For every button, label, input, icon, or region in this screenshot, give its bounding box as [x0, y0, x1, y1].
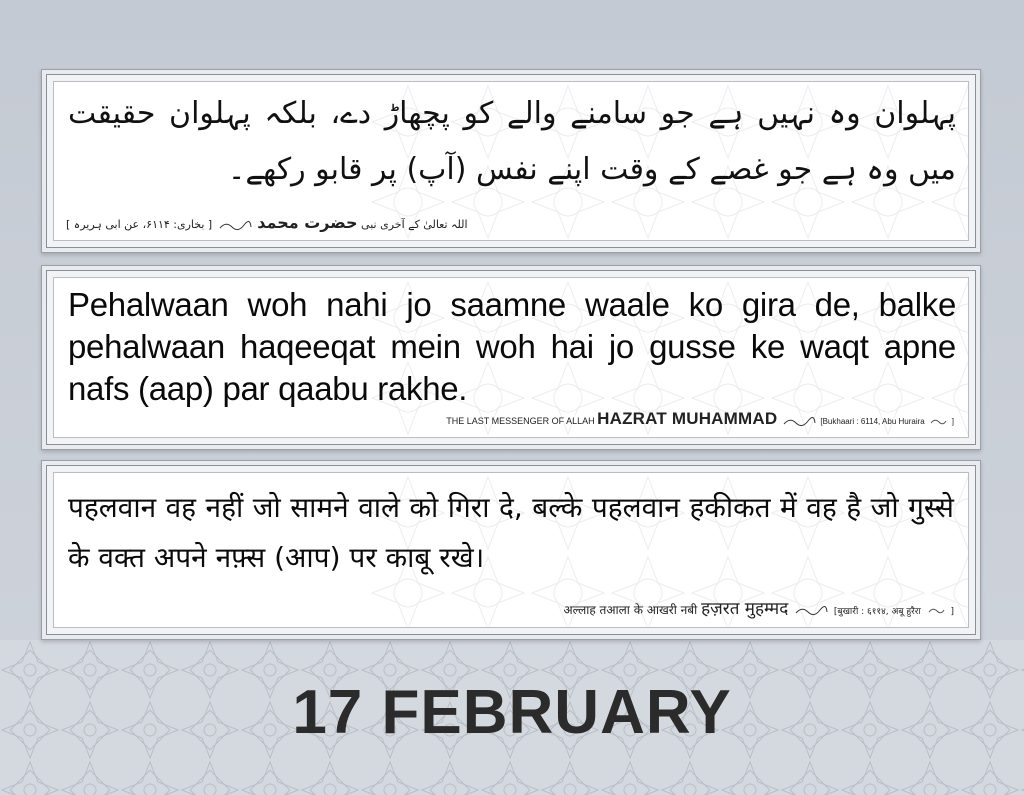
roman-attribution-reference: [Bukhaari : 6114, Abu Huraira	[820, 417, 925, 426]
blessing-calligraphy-icon	[929, 416, 947, 427]
roman-attribution-name: HAZRAT MUHAMMAD	[597, 409, 778, 428]
hindi-quote-text: पहलवान वह नहीं जो सामने वाले को गिरा दे, बल्के पहलवान हकीकत में वह है जो गुस्से के वक्त अपने नफ़्स (आप) पर काबू रखे।	[68, 491, 954, 574]
urdu-attribution-reference: [ بخاری: ۶۱۱۴، عن ابی ہریرہ ]	[66, 218, 213, 231]
urdu-quote-card	[46, 74, 976, 248]
salutation-calligraphy-icon	[794, 605, 828, 616]
roman-quote-card	[46, 270, 976, 445]
roman-attribution-prefix: THE LAST MESSENGER OF ALLAH	[446, 416, 595, 426]
blessing-calligraphy-icon	[927, 605, 945, 616]
urdu-quote-text: پہلوان وہ نہیں ہے جو سامنے والے کو پچھاڑ دے، بلکہ پہلوان حقیقت میں وہ ہے جو غصے کے وقت اپنے نفس (آپ) پر قابو رکھے۔	[68, 96, 956, 187]
hindi-attribution-prefix: अल्लाह तआला के आखरी नबी	[563, 603, 698, 617]
hindi-attribution-reference: [बुखारी : ६११४, अबू हुरैरा	[833, 607, 921, 617]
date-label: 17 FEBRUARY	[292, 678, 732, 747]
hindi-attribution-end: ]	[950, 607, 954, 617]
hindi-attribution	[564, 596, 954, 619]
salutation-calligraphy-icon	[218, 220, 252, 231]
urdu-attribution	[66, 213, 954, 232]
roman-attribution	[446, 409, 954, 429]
salutation-calligraphy-icon	[782, 416, 816, 427]
hindi-quote-card	[46, 465, 976, 635]
roman-attribution-end: ]	[951, 417, 954, 426]
urdu-attribution-prefix: اللہ تعالیٰ کے آخری نبی	[361, 218, 468, 231]
urdu-attribution-name: حضرت محمد	[257, 213, 358, 232]
hindi-attribution-name: हज़रत मुहम्मद	[701, 599, 789, 619]
roman-quote-text: Pehalwaan woh nahi jo saamne waale ko gira de, balke pehalwaan haqeeqat mein woh hai jo gusse ke waqt apne nafs (aap) par qaabu rakhe.	[68, 286, 956, 407]
